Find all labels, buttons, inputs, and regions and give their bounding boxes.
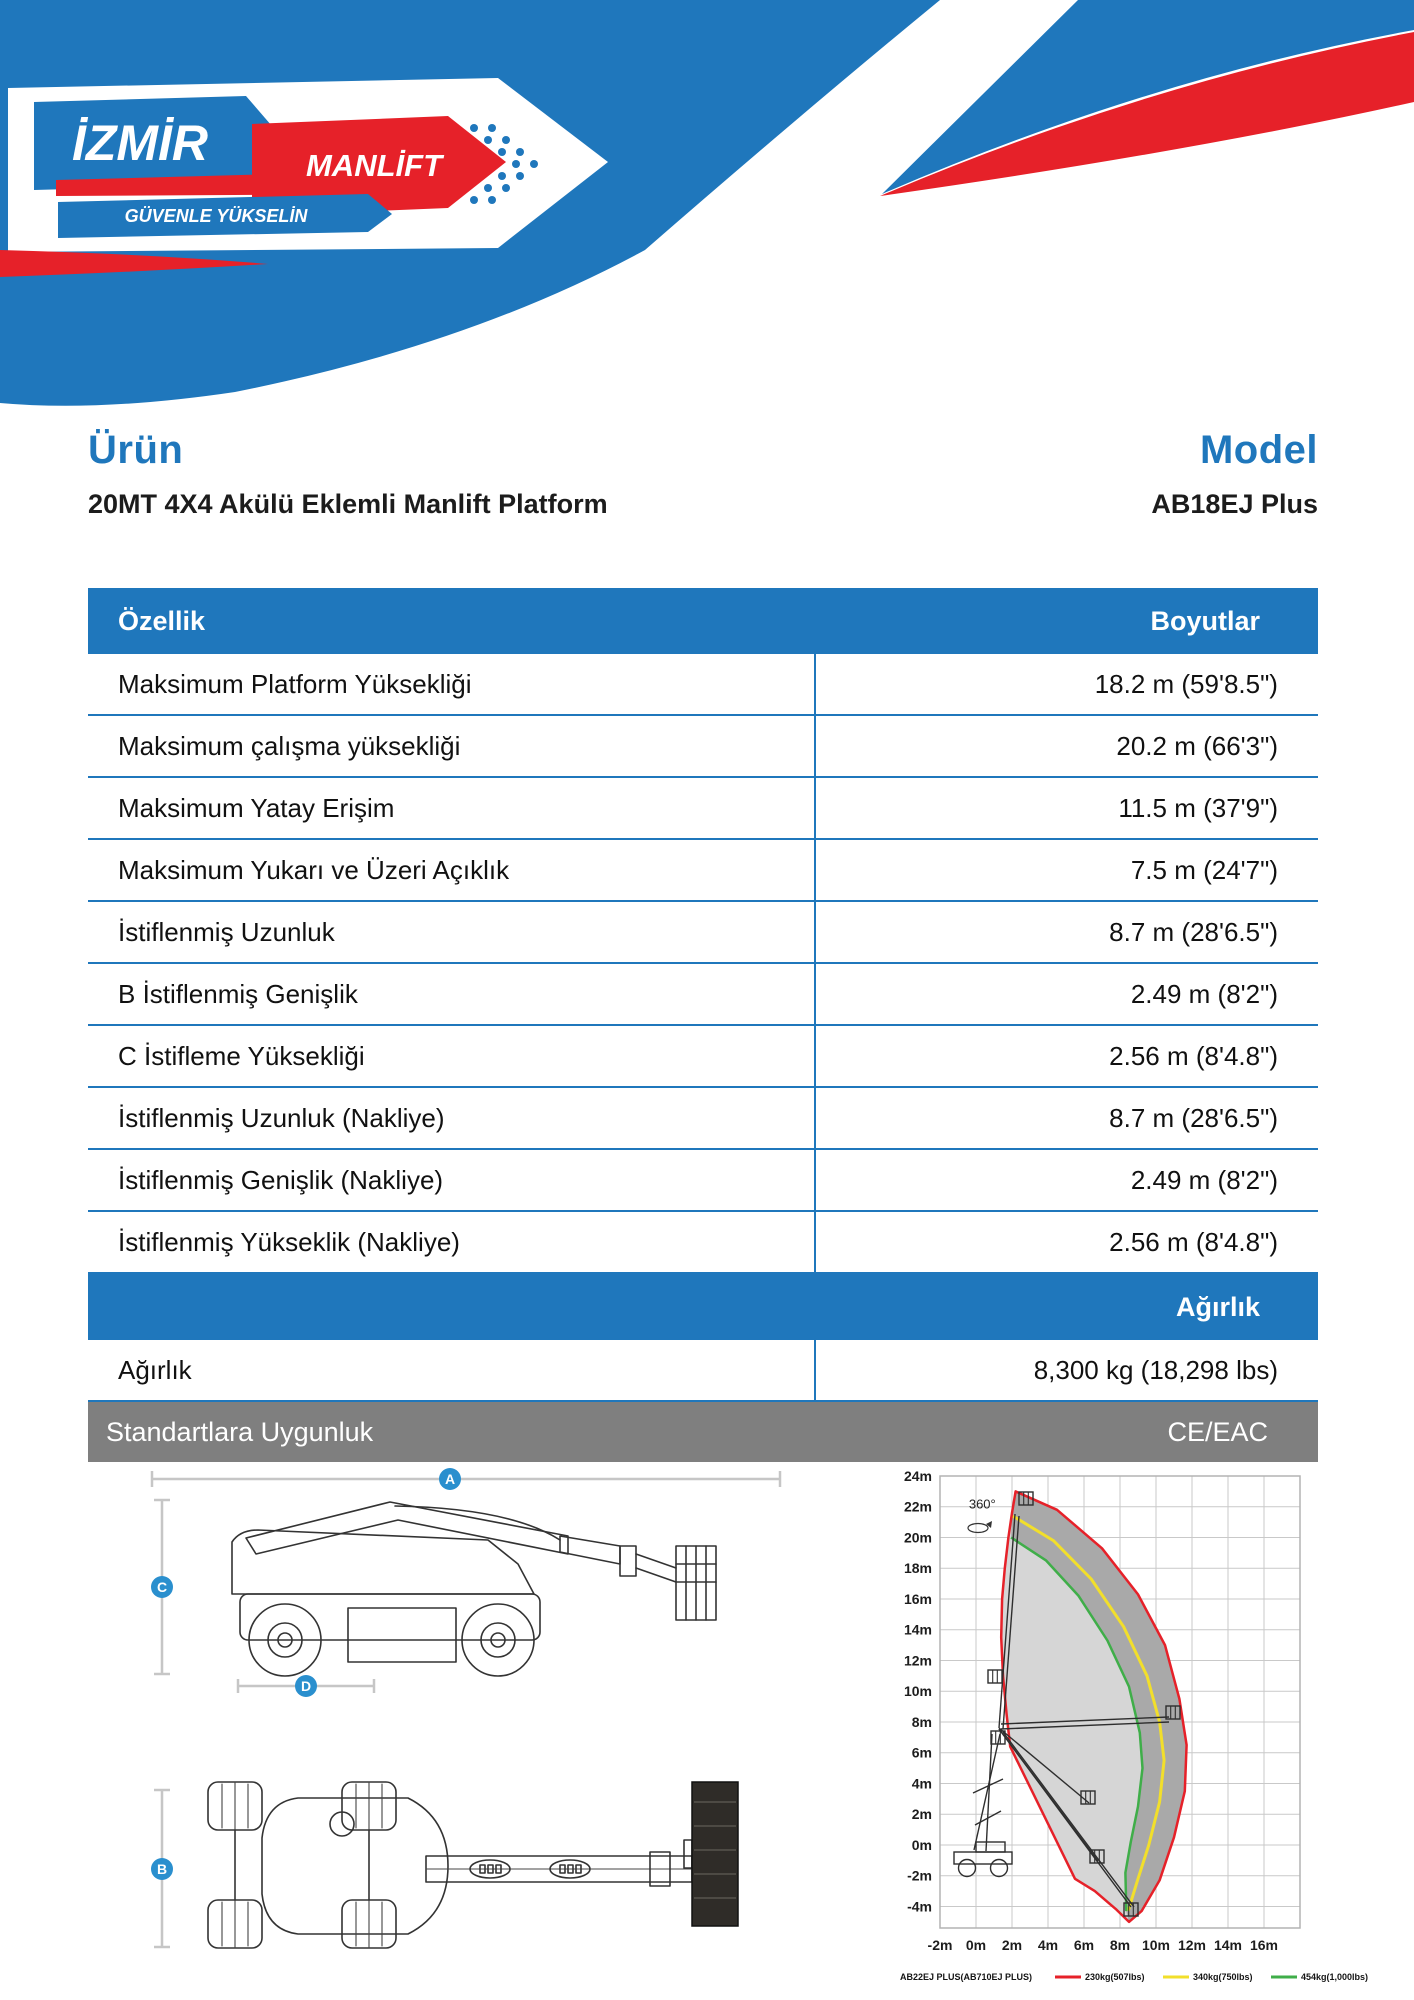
svg-text:12m: 12m (1177, 1937, 1207, 1953)
table-row (88, 1150, 1318, 1212)
side-view-sketch (232, 1502, 716, 1676)
spec-label: Maksimum Yatay Erişim (118, 792, 395, 823)
svg-text:360°: 360° (968, 1496, 996, 1512)
spec-label: İstiflenmiş Genişlik (Nakliye) (118, 1164, 444, 1195)
svg-text:16m: 16m (1249, 1937, 1279, 1953)
logo-tagline-text: GÜVENLE YÜKSELİN (124, 206, 308, 226)
svg-text:340kg(750lbs): 340kg(750lbs) (1193, 1972, 1253, 1982)
svg-text:10m: 10m (1141, 1937, 1171, 1953)
svg-text:20m: 20m (903, 1529, 932, 1546)
svg-text:-2m: -2m (907, 1867, 932, 1884)
dimension-a (152, 1468, 780, 1490)
svg-text:6m: 6m (911, 1744, 932, 1761)
model-section-title: Model (1199, 428, 1318, 472)
spec-label: Maksimum Platform Yüksekliği (118, 668, 472, 699)
svg-text:14m: 14m (903, 1621, 932, 1638)
svg-text:4m: 4m (911, 1775, 932, 1792)
svg-text:8m: 8m (911, 1713, 932, 1730)
svg-text:14m: 14m (1213, 1937, 1243, 1953)
reach-envelope-chart (870, 1448, 1375, 1996)
dimension-c (151, 1500, 173, 1674)
spec-value: 8.7 m (28'6.5") (814, 902, 1318, 962)
svg-text:18m: 18m (903, 1560, 932, 1577)
dimension-d (238, 1675, 374, 1697)
svg-text:0m: 0m (911, 1836, 932, 1853)
table-row (88, 902, 1318, 964)
table-row (88, 1088, 1318, 1150)
spec-value: 2.56 m (8'4.8") (814, 1026, 1318, 1086)
intro-section (88, 428, 1318, 520)
svg-text:10m: 10m (903, 1683, 932, 1700)
spec-header-feature: Özellik (118, 605, 206, 636)
model-block (1151, 428, 1318, 520)
svg-text:AB22EJ PLUS(AB710EJ PLUS): AB22EJ PLUS(AB710EJ PLUS) (900, 1972, 1033, 1982)
spec-header-dimensions: Boyutlar (1150, 605, 1260, 636)
spec-value: 18.2 m (59'8.5") (814, 654, 1318, 714)
svg-text:6m: 6m (1073, 1937, 1095, 1953)
spec-label: B İstiflenmiş Genişlik (118, 978, 358, 1009)
spec-label: C İstifleme Yüksekliği (118, 1040, 365, 1071)
table-row (88, 1026, 1318, 1088)
logo-primary-text: İZMİR (71, 115, 209, 171)
spec-table-header (88, 588, 1318, 654)
dimension-b (151, 1790, 173, 1947)
product-block (88, 428, 608, 520)
dimension-drawings (90, 1442, 850, 2000)
spec-label: Maksimum çalışma yüksekliği (118, 730, 461, 761)
svg-text:C: C (156, 1579, 168, 1595)
model-name: AB18EJ Plus (1151, 489, 1318, 519)
table-row (88, 716, 1318, 778)
weight-row (88, 1340, 1318, 1402)
svg-text:2m: 2m (911, 1806, 932, 1823)
svg-text:A: A (444, 1471, 456, 1487)
rotation-arrow-icon (968, 1524, 988, 1533)
svg-text:12m: 12m (903, 1652, 932, 1669)
table-row (88, 840, 1318, 902)
top-view-sketch (208, 1782, 692, 1948)
spec-value: 8.7 m (28'6.5") (814, 1088, 1318, 1148)
svg-text:16m: 16m (903, 1590, 932, 1607)
spec-value: 2.56 m (8'4.8") (814, 1212, 1318, 1272)
svg-text:-2m: -2m (927, 1937, 953, 1953)
svg-text:4m: 4m (1037, 1937, 1059, 1953)
spec-value: 11.5 m (37'9") (814, 778, 1318, 838)
standards-value: CE/EAC (1167, 1416, 1268, 1447)
svg-text:2m: 2m (1001, 1937, 1023, 1953)
weight-value: 8,300 kg (18,298 lbs) (814, 1340, 1318, 1400)
spec-value: 2.49 m (8'2") (814, 1150, 1318, 1210)
spec-label: Maksimum Yukarı ve Üzeri Açıklık (118, 854, 510, 885)
weight-bar-label: Ağırlık (1175, 1291, 1260, 1322)
spec-label: İstiflenmiş Uzunluk (118, 916, 335, 947)
svg-text:D: D (300, 1678, 312, 1694)
weight-section-bar (88, 1274, 1318, 1340)
svg-text:B: B (156, 1861, 168, 1877)
product-section-title: Ürün (88, 428, 184, 472)
weight-label: Ağırlık (118, 1354, 192, 1385)
svg-text:22m: 22m (903, 1498, 932, 1515)
standards-label: Standartlara Uygunluk (106, 1416, 374, 1447)
svg-text:230kg(507lbs): 230kg(507lbs) (1085, 1972, 1145, 1982)
table-row (88, 778, 1318, 840)
svg-text:0m: 0m (965, 1937, 987, 1953)
spec-label: İstiflenmiş Yükseklik (Nakliye) (118, 1226, 460, 1257)
spec-value: 20.2 m (66'3") (814, 716, 1318, 776)
svg-text:454kg(1,000lbs): 454kg(1,000lbs) (1301, 1972, 1369, 1982)
spec-label: İstiflenmiş Uzunluk (Nakliye) (118, 1102, 445, 1133)
spec-table (88, 588, 1318, 1462)
svg-text:8m: 8m (1109, 1937, 1131, 1953)
spec-value: 7.5 m (24'7") (814, 840, 1318, 900)
product-name: 20MT 4X4 Akülü Eklemli Manlift Platform (88, 489, 608, 519)
svg-text:-4m: -4m (907, 1898, 932, 1915)
table-row (88, 964, 1318, 1026)
logo-secondary-text: MANLİFT (305, 148, 443, 183)
header-banner (0, 0, 1414, 480)
svg-text:24m: 24m (903, 1468, 932, 1484)
table-row (88, 654, 1318, 716)
spec-value: 2.49 m (8'2") (814, 964, 1318, 1024)
chart-dynamic-layer (900, 1468, 1368, 1982)
top-view-basket (692, 1782, 738, 1926)
table-row (88, 1212, 1318, 1274)
